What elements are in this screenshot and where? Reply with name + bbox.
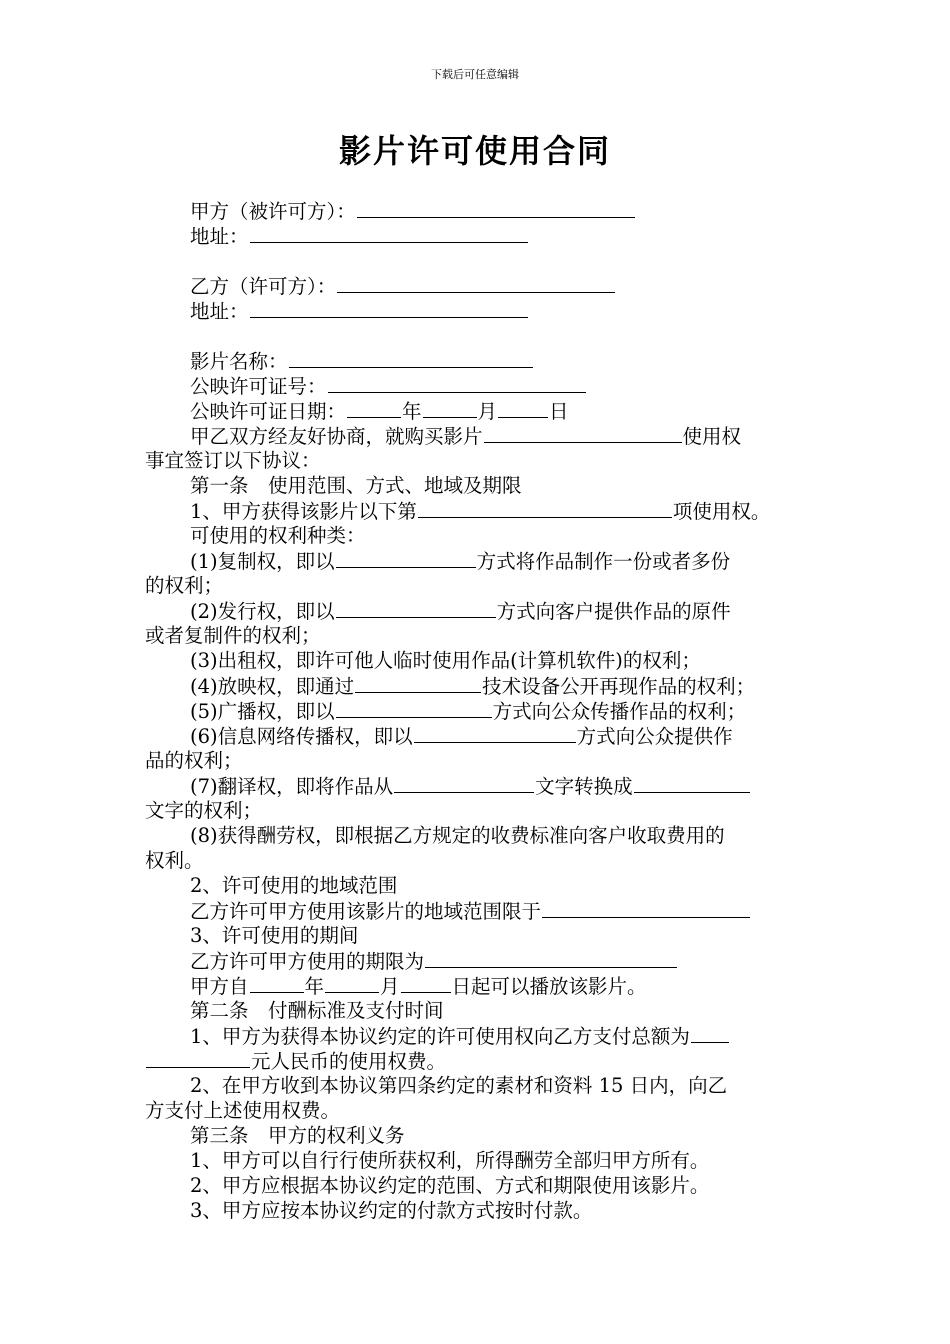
right-1-line-2: 的权利； bbox=[145, 574, 224, 597]
fee-blank-a[interactable] bbox=[691, 1023, 729, 1043]
art1-p3-heading: 3、许可使用的期间 bbox=[190, 924, 359, 947]
party-b-line: 乙方（许可方）： bbox=[145, 273, 805, 298]
right-5-line: (5)广播权，即以 方式向公众传播作品的权利； bbox=[190, 700, 747, 723]
right-8-line-2: 权利。 bbox=[145, 849, 204, 872]
film-name-line: 影片名称： bbox=[145, 348, 805, 373]
intro-line-2: 事宜签订以下协议： bbox=[145, 449, 321, 472]
start-date-line: 甲方自 年 月 日起可以播放该影片。 bbox=[190, 975, 647, 998]
intro-film-blank[interactable] bbox=[484, 423, 682, 443]
fee-blank-b[interactable] bbox=[146, 1048, 250, 1068]
start-day-blank[interactable] bbox=[401, 973, 451, 993]
art2-p1: 1、甲方为获得本协议约定的许可使用权向乙方支付总额为 bbox=[145, 1023, 805, 1048]
film-name-blank[interactable] bbox=[289, 348, 533, 368]
right-2-line: (2)发行权，即以 方式向客户提供作品的原件 bbox=[190, 600, 731, 623]
party-a-address-line: 地址： bbox=[145, 223, 805, 248]
right-7-line-2: 文字的权利； bbox=[145, 799, 263, 822]
right-7-line: (7)翻译权，即将作品从 文字转换成 bbox=[145, 773, 805, 798]
right-8-line: (8)获得酬劳权，即根据乙方规定的收费标准向客户收取费用的 bbox=[190, 824, 725, 847]
license-day-blank[interactable] bbox=[498, 398, 548, 418]
art2-p1-line-2: 元人民币的使用权费。 bbox=[145, 1048, 805, 1073]
party-a-address-blank[interactable] bbox=[250, 223, 528, 243]
document-title: 影片许可使用合同 bbox=[338, 132, 611, 170]
intro-line-1: 甲乙双方经友好协商，就购买影片 使用权 bbox=[190, 425, 742, 448]
right-7-target-blank[interactable] bbox=[634, 773, 750, 793]
license-year-blank[interactable] bbox=[347, 398, 401, 418]
art1-p1: 1、甲方获得该影片以下第 项使用权。 bbox=[190, 500, 771, 523]
right-1-line: (1)复制权，即以 方式将作品制作一份或者多份 bbox=[190, 550, 731, 573]
art2-p2: 2、在甲方收到本协议第四条约定的素材和资料 15 日内，向乙 bbox=[190, 1074, 728, 1097]
right-6-blank[interactable] bbox=[414, 723, 576, 743]
license-month-blank[interactable] bbox=[423, 398, 477, 418]
right-2-blank[interactable] bbox=[336, 598, 496, 618]
article-3-heading: 第三条 甲方的权利义务 bbox=[190, 1124, 405, 1147]
right-5-blank[interactable] bbox=[336, 698, 492, 718]
right-2-line-2: 或者复制件的权利； bbox=[145, 624, 321, 647]
right-3-line: (3)出租权，即许可他人临时使用作品(计算机软件)的权利； bbox=[190, 649, 701, 672]
art2-p2-line-2: 方支付上述使用权费。 bbox=[145, 1099, 341, 1122]
page-header-note: 下载后可任意编辑 bbox=[431, 68, 519, 81]
term-blank[interactable] bbox=[425, 948, 677, 968]
territory-line: 乙方许可甲方使用该影片的地域范围限于 bbox=[145, 898, 805, 923]
article-2-heading: 第二条 付酬标准及支付时间 bbox=[190, 999, 444, 1022]
right-6-line: (6)信息网络传播权，即以 方式向公众提供作 bbox=[190, 725, 733, 748]
party-b-blank[interactable] bbox=[337, 273, 615, 293]
party-b-address-blank[interactable] bbox=[250, 298, 528, 318]
right-4-blank[interactable] bbox=[355, 673, 481, 693]
rights-item-blank[interactable] bbox=[418, 498, 672, 518]
right-7-source-blank[interactable] bbox=[394, 773, 534, 793]
start-year-blank[interactable] bbox=[250, 973, 304, 993]
art3-p1: 1、甲方可以自行行使所获权利，所得酬劳全部归甲方所有。 bbox=[190, 1149, 710, 1172]
party-a-blank[interactable] bbox=[357, 198, 635, 218]
start-month-blank[interactable] bbox=[325, 973, 379, 993]
right-1-blank[interactable] bbox=[336, 548, 476, 568]
art3-p3: 3、甲方应按本协议约定的付款方式按时付款。 bbox=[190, 1199, 593, 1222]
rights-label: 可使用的权利种类： bbox=[190, 524, 366, 547]
art1-p2-heading: 2、许可使用的地域范围 bbox=[190, 874, 398, 897]
party-b-address-line: 地址： bbox=[145, 298, 805, 323]
territory-blank[interactable] bbox=[542, 898, 750, 918]
party-a-line: 甲方（被许可方）： bbox=[145, 198, 805, 223]
license-date-line: 公映许可证日期： 年 月 日 bbox=[190, 400, 569, 423]
article-1-heading: 第一条 使用范围、方式、地域及期限 bbox=[190, 474, 522, 497]
right-4-line: (4)放映权，即通过 技术设备公开再现作品的权利； bbox=[190, 675, 756, 698]
contract-body bbox=[145, 198, 805, 1223]
license-number-line: 公映许可证号： bbox=[145, 373, 805, 398]
art3-p2: 2、甲方应根据本协议约定的范围、方式和期限使用该影片。 bbox=[190, 1174, 710, 1197]
license-number-blank[interactable] bbox=[328, 373, 586, 393]
term-line: 乙方许可甲方使用的期限为 bbox=[145, 948, 805, 973]
right-6-line-2: 品的权利； bbox=[145, 749, 243, 772]
